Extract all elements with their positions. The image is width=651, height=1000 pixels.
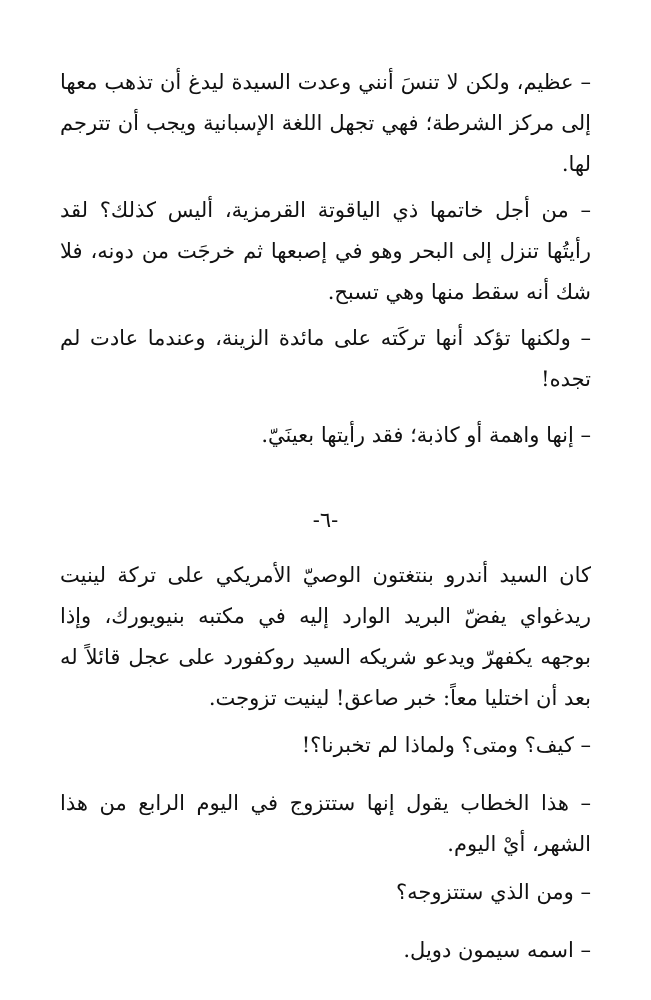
paragraph-9: – اسمه سيمون دويل. [403,938,591,962]
paragraph-3: – ولكنها تؤكد أنها تركَته على مائدة الزينة، وعندما عادت لم تجده! [60,326,591,391]
paragraph-4: – إنها واهمة أو كاذبة؛ فقد رأيتها بعينَيّ. [261,423,591,447]
paragraph-6: – كيف؟ ومتى؟ ولماذا لم تخبرنا؟! [301,733,591,757]
paragraph-8: – ومن الذي ستتزوجه؟ [396,880,591,904]
paragraph-1: – عظيم، ولكن لا تنسَ أنني وعدت السيدة ليدغ أن تذهب معها إلى مركز الشرطة؛ فهي تجهل اللغة الإسبانية ويجب أن تترجم لها. [60,70,591,176]
paragraph-7: – هذا الخطاب يقول إنها ستتزوج في اليوم الرابع من هذا الشهر، أيْ اليوم. [60,791,591,856]
section-number: -٦- [312,508,339,532]
paragraph-2: – من أجل خاتمها ذي الياقوتة القرمزية، أليس كذلك؟ لقد رأيتُها تنزل إلى البحر وهو في إصبعها ثم خرجَت من دونه، فلا شك أنه سقط منها وهي تسبح. [60,198,591,304]
paragraph-5: كان السيد أندرو بنتغتون الوصيّ الأمريكي على تركة لينيت ريدغواي يفضّ البريد الوارد إليه في مكتبه بنيويورك، وإذا بوجهه يكفهرّ ويدعو شريكه السيد روكفورد على عجل قائلاً له بعد أن اختليا معاً: خبر صاعق! لينيت تزوجت. [60,563,591,710]
